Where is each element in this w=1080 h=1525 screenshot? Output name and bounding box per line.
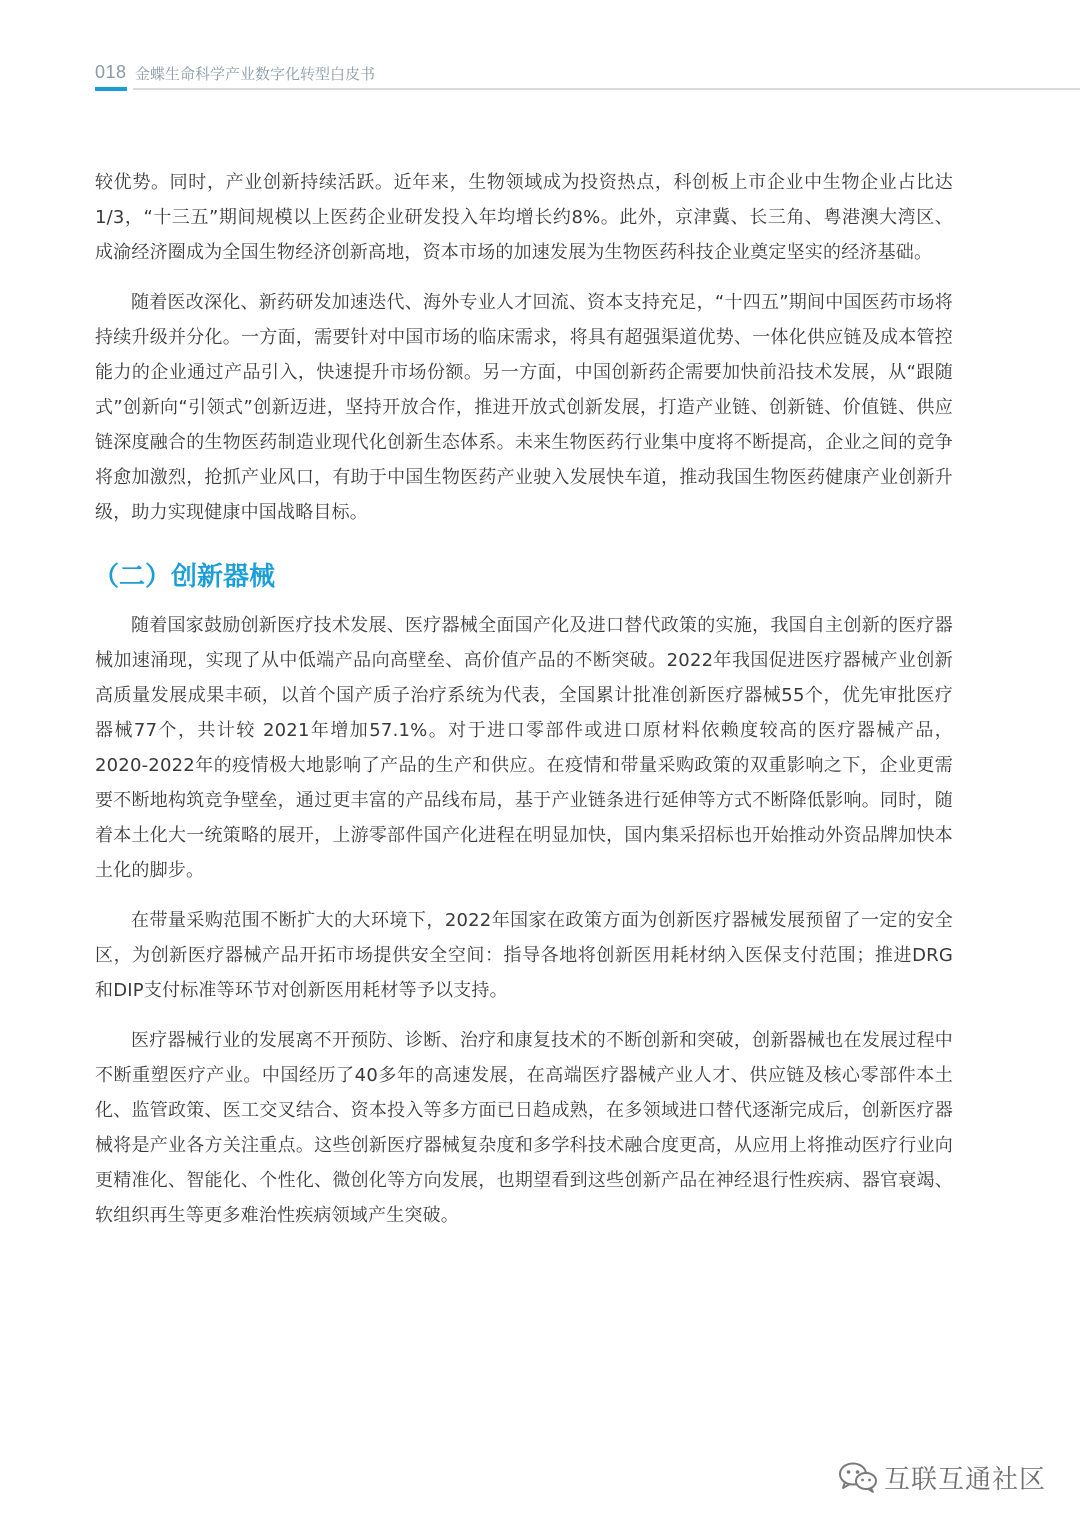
watermark-text: 互联互通社区	[884, 1464, 1047, 1495]
paragraph-5: 医疗器械行业的发展离不开预防、诊断、治疗和康复技术的不断创新和突破，创新器械也在发展过程中不断重塑医疗产业。中国经历了40多年的高速发展，在高端医疗器械产业人才、供应链及核心零部件本土化、监管政策、医工交叉结合、资本投入等多方面已日趋成熟，在多领域进口替代逐渐完成后，创新医疗器械将是产业各方关注重点。这些创新医疗器械复杂度和多学科技术融合度更高，从应用上将推动医疗行业向更精准化、智能化、个性化、微创化等方向发展，也期望看到这些创新产品在神经退行性疾病、器官衰竭、软组织再生等更多难治性疾病领域产生突破。	[95, 1030, 953, 1226]
watermark	[838, 1457, 1046, 1497]
document-title: 金蝶生命科学产业数字化转型白皮书	[135, 65, 376, 83]
page-number: 018	[95, 62, 127, 82]
paragraph-2: 随着医改深化、新药研发加速迭代、海外专业人才回流、资本支持充足，“十四五”期间中国医药市场将持续升级并分化。一方面，需要针对中国市场的临床需求，将具有超强渠道优势、一体化供应链及成本管控能力的企业通过产品引入，快速提升市场份额。另一方面，中国创新药企需要加快前沿技术发展，从“跟随式”创新向“引领式”创新迈进，坚持开放合作，推进开放式创新发展，打造产业链、创新链、价值链、供应链深度融合的生物医药制造业现代化创新生态体系。未来生物医药行业集中度将不断提高，企业之间的竞争将愈加激烈，抢抓产业风口，有助于中国生物医药产业驶入发展快车道，推动我国生物医药健康产业创新升级，助力实现健康中国战略目标。	[95, 292, 953, 523]
section-heading: （二）创新器械	[93, 562, 276, 592]
paragraph-4: 在带量采购范围不断扩大的大环境下，2022年国家在政策方面为创新医疗器械发展预留了一定的安全区，为创新医疗器械产品开拓市场提供安全空间：指导各地将创新医用耗材纳入医保支付范围；推进DRG 和DIP支付标准等环节对创新医用耗材等予以支持。	[95, 910, 953, 1001]
wechat-chat-icon	[838, 1460, 878, 1494]
header-accent-bar	[95, 87, 127, 91]
main-content	[95, 165, 953, 1248]
paragraph-3: 随着国家鼓励创新医疗技术发展、医疗器械全面国产化及进口替代政策的实施，我国自主创新的医疗器械加速涌现，实现了从中低端产品向高壁垒、高价值产品的不断突破。2022年我国促进医疗器械产业创新高质量发展成果丰硕，以首个国产质子治疗系统为代表，全国累计批准创新医疗器械55个，优先审批医疗器械77个，共计较 2021年增加57.1%。对于进口零部件或进口原材料依赖度较高的医疗器械产品，2020-2022年的疫情极大地影响了产品的生产和供应。在疫情和带量采购政策的双重影响之下，企业更需要不断地构筑竞争壁垒，通过更丰富的产品线布局，基于产业链条进行延伸等方式不断降低影响。同时，随着本土化大一统策略的展开，上游零部件国产化进程在明显加快，国内集采招标也开始推动外资品牌加快本土化的脚步。	[95, 615, 953, 881]
header-divider	[133, 88, 1080, 90]
page-header	[95, 60, 1080, 94]
paragraph-1: 较优势。同时，产业创新持续活跃。近年来，生物领域成为投资热点，科创板上市企业中生物企业占比达1/3，“十三五”期间规模以上医药企业研发投入年均增长约8%。此外，京津冀、长三角、粤港澳大湾区、成渝经济圈成为全国生物经济创新高地，资本市场的加速发展为生物医药科技企业奠定坚实的经济基础。	[95, 172, 953, 263]
